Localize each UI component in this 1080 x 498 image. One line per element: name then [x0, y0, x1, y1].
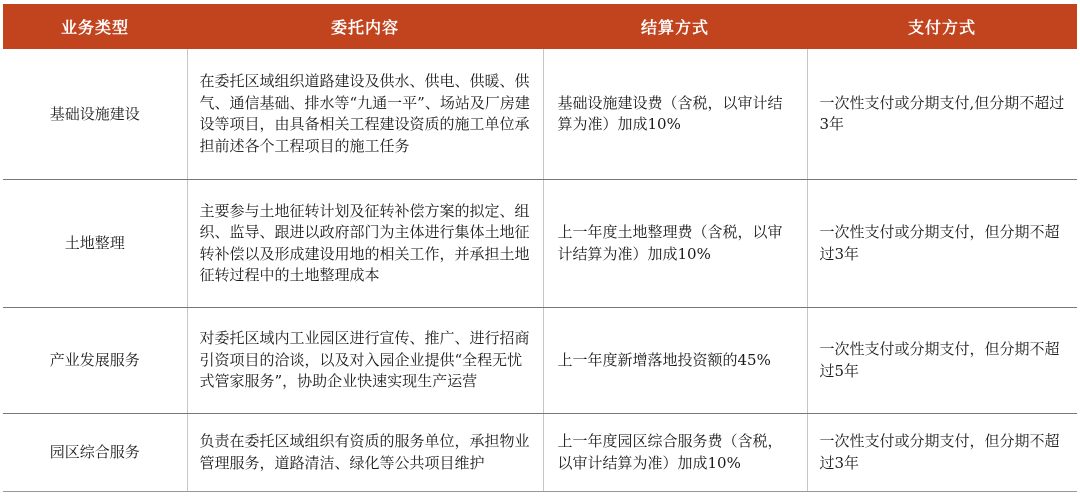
cell-settlement-method: 基础设施建设费（含税，以审计结算为准）加成10% [543, 49, 807, 179]
header-payment-method: 支付方式 [807, 4, 1077, 49]
cell-payment-method: 一次性支付或分期支付，但分期不超过5年 [807, 307, 1077, 413]
table-header [3, 4, 1077, 49]
cell-commission-content: 对委托区域内工业园区进行宣传、推广、进行招商引资项目的洽谈，以及对入园企业提供“全程无忧式管家服务”，协助企业快速实现生产运营 [187, 307, 543, 413]
table-row [3, 179, 1077, 307]
header-row [3, 4, 1077, 49]
cell-payment-method: 一次性支付或分期支付,但分期不超过3年 [807, 49, 1077, 179]
cell-payment-method: 一次性支付或分期支付，但分期不超过3年 [807, 179, 1077, 307]
header-settlement-method: 结算方式 [543, 4, 807, 49]
cell-commission-content: 负责在委托区域组织有资质的服务单位，承担物业管理服务，道路清洁、绿化等公共项目维护 [187, 413, 543, 491]
table-row [3, 307, 1077, 413]
header-business-type: 业务类型 [3, 4, 187, 49]
table-row [3, 49, 1077, 179]
cell-business-type: 土地整理 [3, 179, 187, 307]
header-commission-content: 委托内容 [187, 4, 543, 49]
cell-business-type: 产业发展服务 [3, 307, 187, 413]
table-body [3, 49, 1077, 491]
cell-payment-method: 一次性支付或分期支付，但分期不超过3年 [807, 413, 1077, 491]
table-row [3, 413, 1077, 491]
business-table [3, 4, 1077, 492]
cell-settlement-method: 上一年度土地整理费（含税，以审计结算为准）加成10% [543, 179, 807, 307]
cell-business-type: 园区综合服务 [3, 413, 187, 491]
cell-commission-content: 在委托区域组织道路建设及供水、供电、供暖、供气、通信基础、排水等“九通一平”、场站及厂房建设等项目，由具备相关工程建设资质的施工单位承担前述各个工程项目的施工任务 [187, 49, 543, 179]
cell-business-type: 基础设施建设 [3, 49, 187, 179]
cell-commission-content: 主要参与土地征转计划及征转补偿方案的拟定、组织、监导、跟进以政府部门为主体进行集体土地征转补偿以及形成建设用地的相关工作，并承担土地征转过程中的土地整理成本 [187, 179, 543, 307]
cell-settlement-method: 上一年度园区综合服务费（含税，以审计结算为准）加成10% [543, 413, 807, 491]
cell-settlement-method: 上一年度新增落地投资额的45% [543, 307, 807, 413]
